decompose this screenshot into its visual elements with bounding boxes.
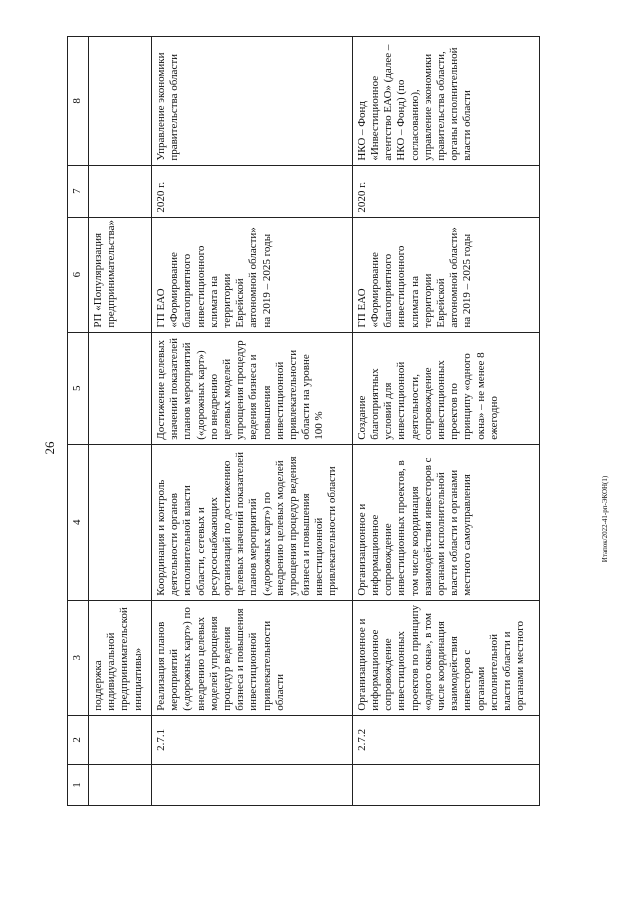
column-header: 3	[68, 600, 89, 715]
cell-year: 2020 г.	[352, 165, 539, 217]
cell-measure: поддержка индивидуальной предпринимательской инициативы»	[89, 600, 152, 715]
column-header: 1	[68, 764, 89, 805]
cell-result	[89, 332, 152, 444]
column-header: 4	[68, 444, 89, 600]
cell-code: 2.7.1	[152, 715, 353, 764]
column-header: 8	[68, 37, 89, 166]
cell-number	[152, 764, 353, 805]
column-header: 6	[68, 217, 89, 332]
measures-table	[67, 36, 540, 806]
table-row	[89, 37, 152, 806]
cell-measure: Организационное и информационное сопровождение инвестиционных проектов по принципу «одного окна», в том числе координация взаимодействия инвесторов с органами исполнительной власти области и органами местного	[352, 600, 539, 715]
cell-number	[89, 764, 152, 805]
cell-year	[89, 165, 152, 217]
cell-number	[352, 764, 539, 805]
cell-responsible: НКО – Фонд «Инвестиционное агентство ЕАО» (далее – НКО – Фонд) (по согласованию), управление экономики правительства области, органы исполнительной власти области	[352, 37, 539, 166]
cell-program: РП «Популяризация предпринимательства»	[89, 217, 152, 332]
cell-measure: Реализация планов мероприятий («дорожных карт») по внедрению целевых моделей упрощения процедур ведения бизнеса и повышения инвестиционной привлекательности области	[152, 600, 353, 715]
table-row	[352, 37, 539, 806]
cell-content: Координация и контроль деятельности органов исполнительной власти области, сетевых и ресурсоснабжающих организаций по достижению целевых значений показателей планов мероприятий («дорожных карт») по внедрению целевых моделей упрощения процедур ведения бизнеса и повышения инвестиционной привлекательности области	[152, 444, 353, 600]
page-number: 26	[42, 441, 57, 455]
cell-code	[89, 715, 152, 764]
cell-result: Создание благоприятных условий для инвестиционной деятельности, сопровождение инвестиционных проектов по принципу «одного окна» – не менее 8 ежегодно	[352, 332, 539, 444]
table-row	[152, 37, 353, 806]
column-header: 2	[68, 715, 89, 764]
cell-code: 2.7.2	[352, 715, 539, 764]
cell-year: 2020 г.	[152, 165, 353, 217]
column-header: 7	[68, 165, 89, 217]
cell-program: ГП ЕАО «Формирование благоприятного инвестиционного климата на территории Еврейской автономной области» на 2019 – 2025 годы	[352, 217, 539, 332]
cell-content: Организационное и информационное сопровождение инвестиционных проектов, в том числе координация взаимодействия инвесторов с органами исполнительной власти области и органами местного самоуправления	[352, 444, 539, 600]
column-header: 5	[68, 332, 89, 444]
header-row	[68, 37, 89, 806]
cell-result: Достижение целевых значений показателей планов мероприятий («дорожных карт») по внедрению целевых моделей упрощения процедур ведения бизнеса и повышения инвестиционной привлекательности области на уровне 100 %	[152, 332, 353, 444]
document-code: Итапок/2022-41-рп-ЭКОН(1)	[601, 475, 609, 563]
cell-program: ГП ЕАО «Формирование благоприятного инвестиционного климата на территории Еврейской автономной области» на 2019 – 2025 годы	[152, 217, 353, 332]
cell-content	[89, 444, 152, 600]
cell-responsible	[89, 37, 152, 166]
cell-responsible: Управление экономики правительства области	[152, 37, 353, 166]
document-table-frame	[67, 36, 540, 806]
